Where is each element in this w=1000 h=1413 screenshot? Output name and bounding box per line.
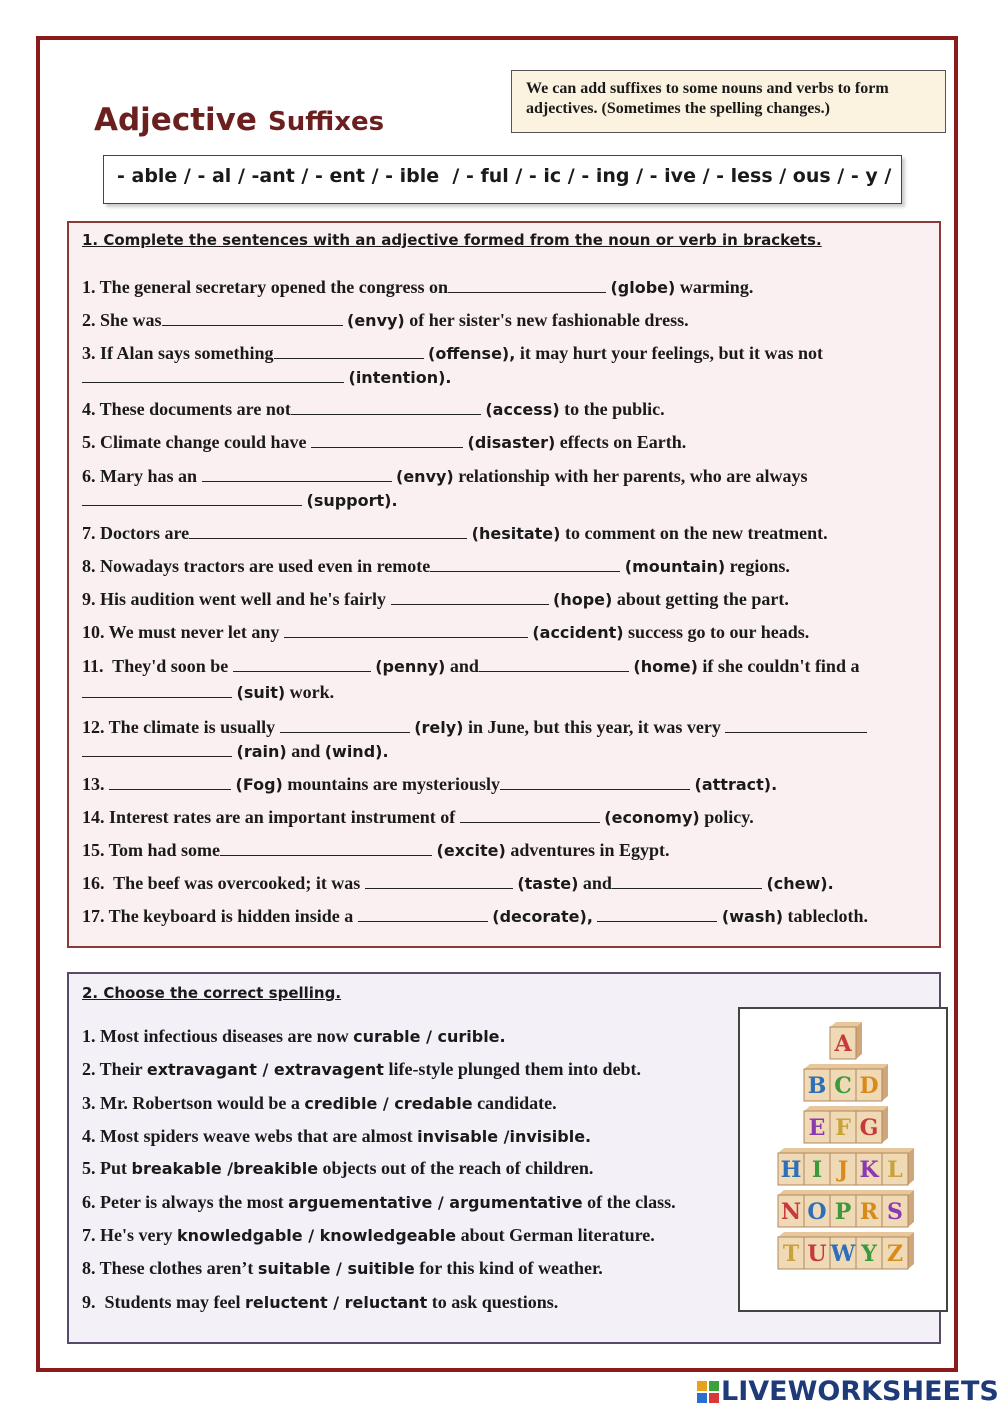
- letter-block: [882, 1190, 914, 1227]
- exercise-2-line: [82, 1191, 676, 1214]
- sentence-text: about German literature.: [456, 1225, 655, 1245]
- answer-blank[interactable]: [233, 655, 371, 672]
- block-letter: I: [811, 1157, 823, 1183]
- answer-blank[interactable]: [109, 773, 231, 790]
- exercise-1-line: [82, 621, 809, 644]
- bracket-word: (wash): [721, 907, 784, 926]
- bracket-word: (access): [485, 400, 560, 419]
- letter-block: [882, 1232, 914, 1269]
- spelling-choice[interactable]: arguementative / argumentative: [288, 1193, 583, 1212]
- block-letter: Y: [861, 1241, 877, 1267]
- sentence-text: 4. Most spiders weave webs that are almost: [82, 1126, 418, 1146]
- letter-block: [882, 1148, 914, 1185]
- exercise-1-line: [82, 872, 834, 895]
- block-letter: G: [859, 1115, 879, 1141]
- spelling-choice[interactable]: extravagant / extravagent: [146, 1060, 384, 1079]
- sentence-text: 2. She was: [82, 310, 162, 330]
- sentence-text: 1. Most infectious diseases are now: [82, 1026, 354, 1046]
- answer-blank[interactable]: [284, 621, 528, 638]
- bracket-word: (chew).: [766, 874, 834, 893]
- sentence-text: adventures in Egypt.: [505, 840, 670, 860]
- answer-blank[interactable]: [82, 366, 344, 383]
- bracket-word: (accident): [532, 623, 624, 642]
- block-letter: W: [830, 1241, 856, 1267]
- answer-blank[interactable]: [311, 431, 463, 448]
- answer-blank[interactable]: [82, 740, 232, 757]
- answer-blank[interactable]: [460, 806, 600, 823]
- bracket-word: (rely): [414, 718, 464, 737]
- answer-blank[interactable]: [358, 905, 488, 922]
- spelling-choice[interactable]: reluctent / reluctant: [245, 1293, 428, 1312]
- exercise-2-line: [82, 1291, 558, 1314]
- sentence-text: effects on Earth.: [555, 432, 687, 452]
- block-letter: D: [859, 1073, 879, 1099]
- sentence-text: 7. He's very: [82, 1225, 177, 1245]
- bracket-word: (rain): [236, 742, 287, 761]
- bracket-word: (economy): [604, 808, 700, 827]
- block-letter: F: [835, 1115, 851, 1141]
- answer-blank[interactable]: [189, 522, 467, 539]
- bracket-word: (wind).: [324, 742, 389, 761]
- sentence-text: life-style plunged them into debt.: [383, 1059, 641, 1079]
- bracket-word: (support).: [306, 491, 398, 510]
- block-letter: L: [887, 1157, 903, 1183]
- spelling-choice[interactable]: curable / curible.: [353, 1027, 506, 1046]
- sentence-text: about getting the part.: [612, 589, 789, 609]
- exercise-1-line: [82, 905, 868, 928]
- block-letter: B: [807, 1073, 827, 1099]
- intro-box: We can add suffixes to some nouns and verbs to form adjectives. (Sometimes the spelling changes.): [511, 70, 946, 133]
- block-letter: A: [834, 1031, 852, 1057]
- bracket-word: (offense),: [428, 344, 516, 363]
- exercise-2-line: [82, 1125, 591, 1148]
- sentence-text: 16. The beef was overcooked; it was: [82, 873, 365, 893]
- block-letter: T: [782, 1241, 800, 1267]
- exercise-2-line: [82, 1058, 641, 1081]
- block-letter: S: [887, 1199, 903, 1225]
- sentence-text: 14. Interest rates are an important instrument of: [82, 807, 460, 827]
- letter-block: [830, 1022, 862, 1059]
- bracket-word: (Fog): [235, 775, 283, 794]
- answer-blank[interactable]: [612, 872, 762, 889]
- block-letter: U: [807, 1241, 827, 1267]
- sentence-text: success go to our heads.: [623, 622, 810, 642]
- answer-blank[interactable]: [202, 465, 392, 482]
- sentence-text: work.: [285, 682, 335, 702]
- exercise-2-line: [82, 1157, 593, 1180]
- sentence-text: of the class.: [582, 1192, 676, 1212]
- sentence-text: 8. Nowadays tractors are used even in remote: [82, 556, 431, 576]
- bracket-word: (decorate),: [492, 907, 593, 926]
- exercise-2-line: [82, 1257, 603, 1280]
- page-title: [94, 100, 384, 138]
- answer-blank[interactable]: [162, 309, 343, 326]
- sentence-text: of her sister's new fashionable dress.: [404, 310, 689, 330]
- bracket-word: (taste): [517, 874, 579, 893]
- answer-blank[interactable]: [274, 342, 424, 359]
- spelling-choice[interactable]: suitable / suitible: [257, 1259, 415, 1278]
- sentence-text: 15. Tom had some: [82, 840, 221, 860]
- exercise-1-line: [82, 489, 398, 512]
- answer-blank[interactable]: [391, 588, 549, 605]
- sentence-text: 9. His audition went well and he's fairly: [82, 589, 391, 609]
- bracket-word: (hesitate): [471, 524, 561, 543]
- block-letter: H: [780, 1157, 802, 1183]
- sentence-text: policy.: [699, 807, 754, 827]
- sentence-text: mountains are mysteriously: [282, 774, 501, 794]
- exercise-1-line: [82, 681, 334, 704]
- sentence-text: 7. Doctors are: [82, 523, 190, 543]
- sentence-text: 13.: [82, 774, 109, 794]
- exercise-1-line: [82, 522, 828, 545]
- block-letter: C: [834, 1073, 852, 1099]
- block-letter: E: [808, 1115, 826, 1141]
- exercise-1-line: [82, 588, 789, 611]
- spelling-choice[interactable]: credible / credable: [304, 1094, 473, 1113]
- sentence-text: to the public.: [559, 399, 665, 419]
- exercise-1-line: [82, 465, 807, 488]
- sentence-text: 11. They'd soon be: [82, 656, 233, 676]
- bracket-word: (attract).: [694, 775, 778, 794]
- exercise-1-line: [82, 716, 872, 739]
- block-letter: K: [859, 1157, 879, 1183]
- title-part2: Suffixes: [268, 107, 385, 137]
- answer-blank[interactable]: [220, 839, 432, 856]
- answer-blank[interactable]: [500, 773, 690, 790]
- sentence-text: warming.: [675, 277, 754, 297]
- bracket-word: (mountain): [624, 557, 726, 576]
- sentence-text: and: [445, 656, 479, 676]
- sentence-text: regions.: [725, 556, 790, 576]
- bracket-word: (excite): [436, 841, 506, 860]
- block-letter: O: [807, 1199, 827, 1225]
- sentence-text: 12. The climate is usually: [82, 717, 280, 737]
- sentence-text: it may hurt your feelings, but it was not: [515, 343, 823, 363]
- sentence-text: in June, but this year, it was very: [463, 717, 726, 737]
- sentence-text: 1. The general secretary opened the congress on: [82, 277, 448, 297]
- sentence-text: tablecloth.: [783, 906, 869, 926]
- answer-blank[interactable]: [430, 555, 620, 572]
- exercise-1-line: [82, 655, 859, 678]
- exercise-1-heading: 1. Complete the sentences with an adjective formed from the noun or verb in brackets.: [82, 231, 822, 249]
- sentence-text: and: [286, 741, 325, 761]
- logo-text: LIVEWORKSHEETS: [721, 1376, 999, 1407]
- exercise-2-heading: 2. Choose the correct spelling.: [82, 984, 342, 1002]
- sentence-text: for this kind of weather.: [414, 1258, 603, 1278]
- sentence-text: 3. Mr. Robertson would be a: [82, 1093, 305, 1113]
- block-letter: Z: [886, 1241, 904, 1267]
- spelling-choice[interactable]: breakable /breakible: [131, 1159, 319, 1178]
- block-letter: N: [780, 1199, 802, 1225]
- sentence-text: to ask questions.: [427, 1292, 559, 1312]
- exercise-2-line: [82, 1025, 506, 1048]
- exercise-1-line: [82, 398, 665, 421]
- block-letter: R: [859, 1199, 879, 1225]
- letter-block: [856, 1106, 888, 1143]
- title-part1: Adjective: [94, 102, 257, 138]
- sentence-text: if she couldn't find a: [697, 656, 860, 676]
- sentence-text: relationship with her parents, who are always: [453, 466, 808, 486]
- bracket-word: (suit): [236, 683, 286, 702]
- sentence-text: candidate.: [472, 1093, 557, 1113]
- sentence-text: 4. These documents are not: [82, 399, 291, 419]
- answer-blank[interactable]: [479, 655, 629, 672]
- block-letter: P: [834, 1199, 852, 1225]
- logo-icon: [697, 1381, 719, 1403]
- answer-blank[interactable]: [291, 398, 481, 415]
- bracket-word: (envy): [347, 311, 405, 330]
- alphabet-blocks-illustration: [740, 1009, 946, 1310]
- sentence-text: to comment on the new treatment.: [560, 523, 828, 543]
- exercise-2-line: [82, 1092, 557, 1115]
- alphabet-blocks-image: [738, 1007, 948, 1312]
- liveworksheets-logo: [697, 1376, 999, 1407]
- bracket-word: (home): [633, 657, 698, 676]
- sentence-text: 5. Climate change could have: [82, 432, 311, 452]
- answer-blank[interactable]: [365, 872, 513, 889]
- sentence-text: 2. Their: [82, 1059, 147, 1079]
- spelling-choice[interactable]: knowledgable / knowledgeable: [176, 1226, 457, 1245]
- exercise-1-line: [82, 773, 777, 796]
- sentence-text: 5. Put: [82, 1158, 132, 1178]
- sentence-text: 17. The keyboard is hidden inside a: [82, 906, 358, 926]
- sentence-text: 6. Mary has an: [82, 466, 202, 486]
- exercise-1-line: [82, 555, 790, 578]
- exercise-1-line: [82, 276, 753, 299]
- exercise-1-line: [82, 431, 686, 454]
- bracket-word: (globe): [610, 278, 676, 297]
- sentence-text: 8. These clothes aren’t: [82, 1258, 258, 1278]
- sentence-text: 9. Students may feel: [82, 1292, 245, 1312]
- suffix-list: - able / - al / -ant / - ent / - ible / - ful / - ic / - ing / - ive / - less / ous / - y /: [103, 155, 902, 204]
- exercise-1-line: [82, 342, 823, 365]
- sentence-text: 10. We must never let any: [82, 622, 284, 642]
- answer-blank[interactable]: [280, 716, 410, 733]
- answer-blank[interactable]: [597, 905, 717, 922]
- bracket-word: (intention).: [348, 368, 452, 387]
- bracket-word: (envy): [396, 467, 454, 486]
- bracket-word: (penny): [375, 657, 446, 676]
- sentence-text: and: [578, 873, 612, 893]
- spelling-choice[interactable]: invisable /invisible.: [417, 1127, 592, 1146]
- block-letter: J: [837, 1157, 849, 1183]
- exercise-1-line: [82, 740, 389, 763]
- letter-block: [856, 1064, 888, 1101]
- answer-blank[interactable]: [82, 681, 232, 698]
- answer-blank[interactable]: [448, 276, 606, 293]
- sentence-text: 3. If Alan says something: [82, 343, 274, 363]
- sentence-text: 6. Peter is always the most: [82, 1192, 289, 1212]
- exercise-2-line: [82, 1224, 655, 1247]
- sentence-text: objects out of the reach of children.: [318, 1158, 594, 1178]
- exercise-1-line: [82, 309, 689, 332]
- bracket-word: (disaster): [467, 433, 556, 452]
- exercise-1-line: [82, 366, 451, 389]
- exercise-1-line: [82, 839, 670, 862]
- bracket-word: (hope): [553, 590, 613, 609]
- answer-blank[interactable]: [725, 716, 867, 733]
- exercise-1-line: [82, 806, 754, 829]
- answer-blank[interactable]: [82, 489, 302, 506]
